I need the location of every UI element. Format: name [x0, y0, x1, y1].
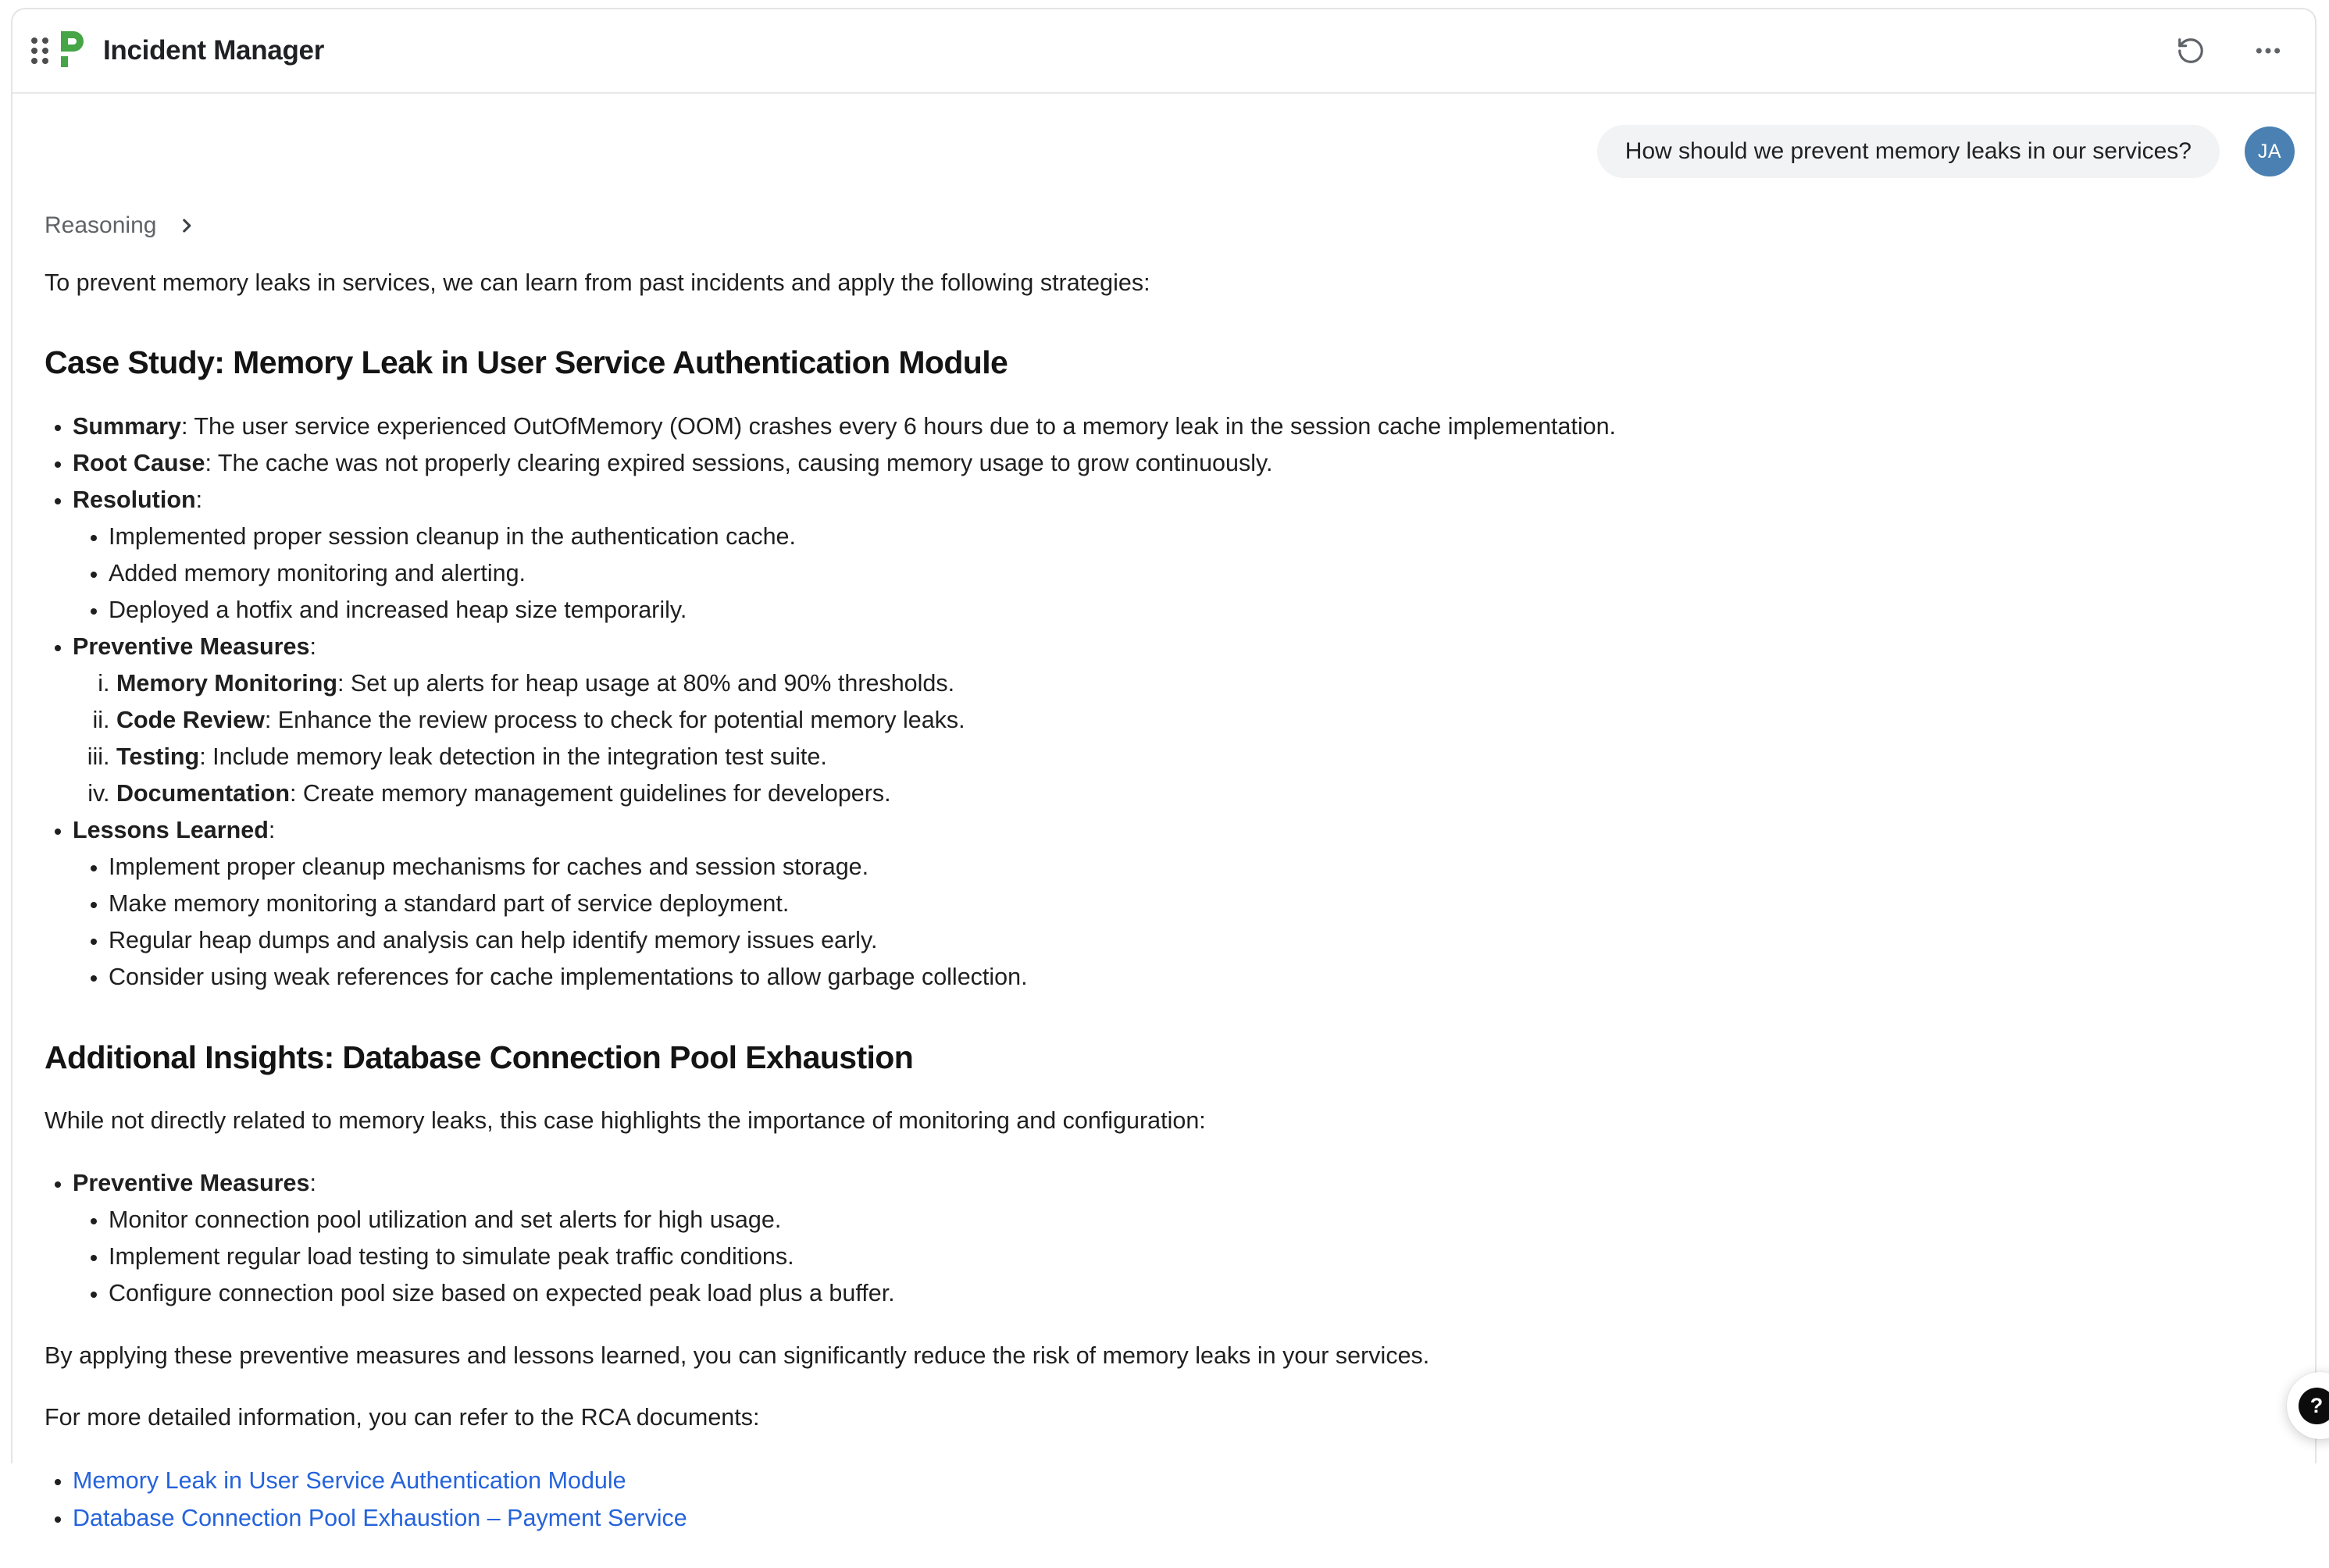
- page-title: Incident Manager: [103, 35, 324, 66]
- assistant-response: [45, 265, 2294, 1568]
- list-item-label: Resolution: [73, 486, 196, 513]
- bullet-list: [73, 849, 2294, 996]
- list-item: • Implement proper cleanup mechanisms for caches and session storage.: [109, 849, 2294, 886]
- list-item-label: Lessons Learned: [73, 817, 269, 843]
- section-heading: Additional Insights: Database Connection Pool Exhaustion: [45, 1038, 2294, 1077]
- list-item: • Configure connection pool size based on expected peak load plus a buffer.: [109, 1275, 2294, 1312]
- list-item-label: Documentation: [116, 780, 290, 807]
- list-item-label: Code Review: [116, 707, 265, 733]
- paragraph: While not directly related to memory leaks, this case highlights the importance of monitoring and configuration:: [45, 1103, 2294, 1139]
- rca-link-item: [73, 1462, 2294, 1499]
- ordered-list: [73, 665, 2294, 812]
- restart-button[interactable]: [2173, 33, 2209, 69]
- rca-document-link[interactable]: Database Connection Pool Exhaustion – Payment Service: [73, 1505, 687, 1531]
- question-mark-icon: ?: [2299, 1388, 2329, 1424]
- list-item-label: Memory Monitoring: [116, 670, 337, 697]
- restart-icon: [2176, 36, 2206, 66]
- section-heading: Case Study: Memory Leak in User Service Authentication Module: [45, 343, 2294, 382]
- list-item: • Implemented proper session cleanup in the authentication cache.: [109, 519, 2294, 555]
- bullet-list: [45, 1462, 2294, 1537]
- list-item: • Deployed a hotfix and increased heap size temporarily.: [109, 592, 2294, 629]
- list-item: • Consider using weak references for cache implementations to allow garbage collection.: [109, 959, 2294, 996]
- list-item: • Summary: The user service experienced OutOfMemory (OOM) crashes every 6 hours due to a memory leak in the session cache implementation.: [73, 408, 2294, 445]
- list-item: iv. Documentation: Create memory management guidelines for developers.: [116, 775, 2294, 812]
- drag-handle-icon[interactable]: [31, 37, 48, 64]
- bullet-list: [73, 519, 2294, 629]
- list-item: • Regular heap dumps and analysis can help identify memory issues early.: [109, 922, 2294, 959]
- incident-manager-panel: [11, 8, 2317, 1463]
- list-item-label: Preventive Measures: [73, 1170, 309, 1196]
- chevron-right-icon: [177, 216, 197, 236]
- rca-document-link[interactable]: Memory Leak in User Service Authentication Module: [73, 1467, 626, 1494]
- list-item: iii. Testing: Include memory leak detection in the integration test suite.: [116, 739, 2294, 775]
- list-item: i. Memory Monitoring: Set up alerts for heap usage at 80% and 90% thresholds.: [116, 665, 2294, 702]
- list-item: • Added memory monitoring and alerting.: [109, 555, 2294, 592]
- list-item-label: Preventive Measures: [73, 633, 309, 660]
- app-logo-p-icon: [61, 31, 86, 71]
- bullet-list: [73, 1202, 2294, 1312]
- more-options-icon: [2252, 35, 2284, 66]
- paragraph: By applying these preventive measures and lessons learned, you can significantly reduce the risk of memory leaks in your services.: [45, 1338, 2294, 1374]
- list-item: • Monitor connection pool utilization and set alerts for high usage.: [109, 1202, 2294, 1238]
- chat-area: [12, 94, 2315, 1568]
- list-item: • Implement regular load testing to simulate peak traffic conditions.: [109, 1238, 2294, 1275]
- list-item: ii. Code Review: Enhance the review process to check for potential memory leaks.: [116, 702, 2294, 739]
- list-item-label: Summary: [73, 413, 181, 440]
- list-item: • Root Cause: The cache was not properly clearing expired sessions, causing memory usage to grow continuously.: [73, 445, 2294, 482]
- more-options-button[interactable]: [2249, 32, 2287, 69]
- paragraph: For more detailed information, you can refer to the RCA documents:: [45, 1400, 2294, 1435]
- bullet-list: [45, 408, 2294, 996]
- reasoning-label: Reasoning: [45, 212, 156, 239]
- list-item-label: Testing: [116, 743, 199, 770]
- list-item: • Resolution: • Implemented proper session cleanup in the authentication cache. • Added memory monitoring and alerting. • Deployed a hotfix and increased heap size temporarily.: [73, 482, 2294, 629]
- paragraph: To prevent memory leaks in services, we can learn from past incidents and apply the following strategies:: [45, 265, 2294, 301]
- reasoning-toggle[interactable]: [45, 212, 197, 239]
- app-header: [12, 9, 2315, 94]
- avatar: JA: [2245, 127, 2295, 176]
- header-actions: [2173, 32, 2287, 69]
- user-message-row: [45, 125, 2295, 178]
- rca-link-item: [73, 1499, 2294, 1537]
- list-item: • Make memory monitoring a standard part of service deployment.: [109, 886, 2294, 922]
- list-item: • Preventive Measures: • Monitor connection pool utilization and set alerts for high usage. • Implement regular load testing to simulate peak traffic conditions. • Configure connection pool size based on expected peak load plus a buffer.: [73, 1165, 2294, 1312]
- user-message-bubble: How should we prevent memory leaks in our services?: [1597, 125, 2220, 178]
- list-item-label: Root Cause: [73, 450, 205, 476]
- list-item: • Preventive Measures: i. Memory Monitoring: Set up alerts for heap usage at 80% and 90% thresholds. ii. Code Review: Enhance the review process to check for potential memory leaks. iii. Testing: Include memory leak detection in the integration test suite. iv. Documentation: Create memory management guidelines for developers.: [73, 629, 2294, 812]
- bullet-list: [45, 1165, 2294, 1312]
- list-item: • Lessons Learned: • Implement proper cleanup mechanisms for caches and session storage. • Make memory monitoring a standard part of service deployment. • Regular heap dumps and analysis can help identify memory issues early. • Consider using weak references for cache implementations to allow garbage collection.: [73, 812, 2294, 996]
